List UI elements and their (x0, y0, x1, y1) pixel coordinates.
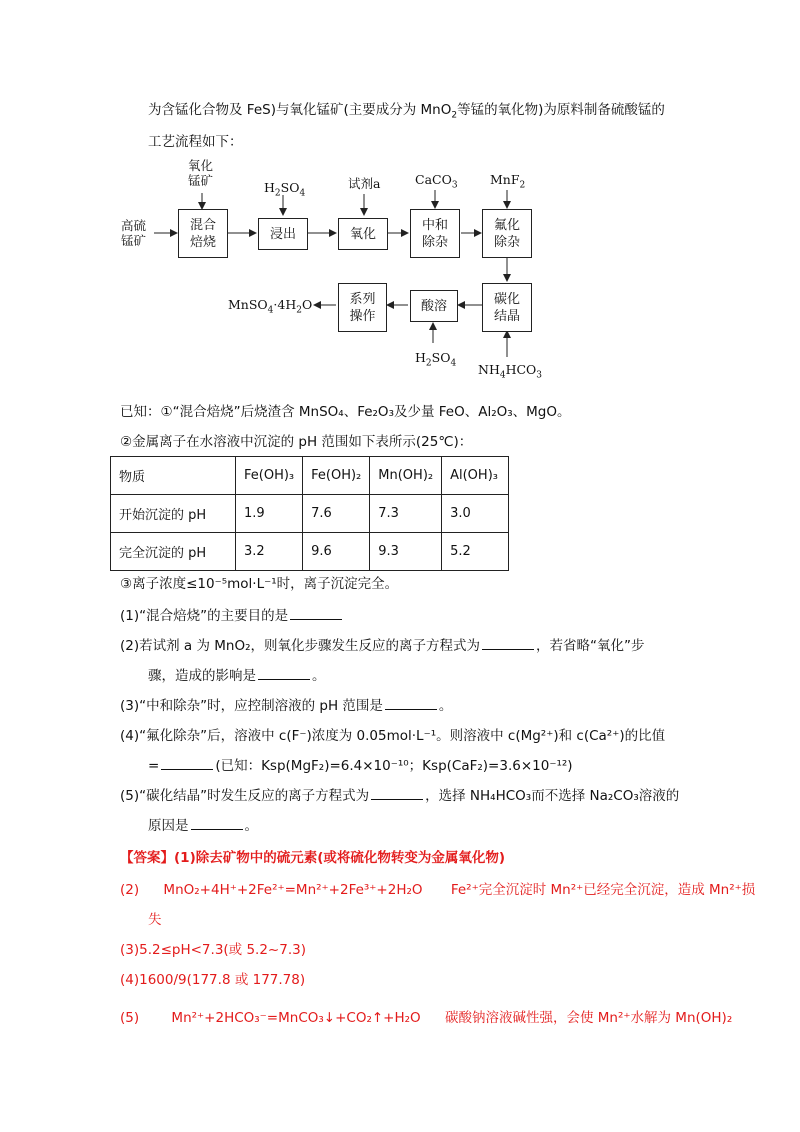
question-5 (120, 784, 679, 804)
box-acid-dissolve: 酸溶 (410, 290, 458, 322)
reagent-caco3: CaCO$_3$ (415, 172, 458, 191)
table-cell: 7.3 (370, 495, 442, 533)
box-oxidize: 氧化 (338, 218, 388, 250)
reagent-nh4hco3: $NH_4HCO_3$ (478, 362, 543, 381)
answer-3: (3)5.2≤pH<7.3(或 5.2~7.3) (120, 942, 306, 958)
answer-2 (120, 878, 755, 898)
question-2-text-d: 。 (312, 668, 326, 684)
table-header-cell: 物质 (111, 457, 236, 495)
answer-blank (161, 757, 213, 770)
answer-blank (191, 817, 243, 830)
question-3-text-a: (3)“中和除杂”时，应控制溶液的 pH 范围是 (120, 698, 383, 714)
box-mix-roast: 混合 焙烧 (178, 209, 228, 258)
question-5-text-c: 原因是 (148, 818, 189, 834)
question-3 (120, 694, 452, 714)
known-condition-2: ②金属离子在水溶液中沉淀的 pH 范围如下表所示(25℃)： (120, 434, 473, 450)
answer-5-equation: Mn²⁺+2HCO₃⁻=MnCO₃↓+CO₂↑+H₂O (171, 1010, 421, 1026)
table-cell: 1.9 (236, 495, 303, 533)
feed-manganese-oxide-ore: 氧化 锰矿 (188, 158, 214, 188)
reagent-h2so4-bottom: $H_2SO_4$ (415, 350, 457, 369)
answer-2-text: Fe²⁺完全沉淀时 Mn²⁺已经完全沉淀，造成 Mn²⁺损 (450, 882, 756, 898)
table-cell: 7.6 (303, 495, 370, 533)
reagent-mnf2: MnF$_2$ (490, 172, 526, 191)
answer-2-cont: 失 (148, 912, 162, 928)
answer-blank (371, 787, 423, 800)
answer-2-num: (2) (120, 882, 140, 898)
table-header-cell: Al(OH)₃ (442, 457, 509, 495)
answer-5-num: (5) (120, 1010, 140, 1026)
box-series-operations: 系列 操作 (338, 283, 387, 332)
answer-blank (290, 607, 342, 620)
question-5-text-b: ，选择 NH₄HCO₃而不选择 Na₂CO₃溶液的 (425, 788, 680, 804)
answer-blank (258, 667, 310, 680)
table-cell: 9.6 (303, 533, 370, 571)
flow-arrows (0, 0, 800, 400)
intro-line-1: 为含锰化合物及 FeS)与氧化锰矿(主要成分为 MnO$_2$等锰的氧化物)为原料制备硫酸锰的 (148, 102, 665, 121)
question-4-cont (148, 754, 573, 774)
answer-5-text: 碳酸钠溶液碱性强，会使 Mn²⁺水解为 Mn(OH)₂ (444, 1010, 733, 1026)
question-2-text-b: ，若省略“氧化”步 (536, 638, 645, 654)
answer-tag: 【答案】 (120, 850, 174, 866)
table-header-cell: Fe(OH)₂ (303, 457, 370, 495)
intro-text-b: 等锰的氧化物)为原料制备硫酸锰的 (457, 102, 665, 118)
answer-1 (120, 846, 505, 866)
question-1-text: (1)“混合焙烧”的主要目的是 (120, 608, 289, 624)
question-4-text-b: = (148, 758, 160, 774)
reagent-h2so4-top: $H_2SO_4$ (264, 180, 306, 199)
question-1 (120, 604, 344, 624)
table-row (111, 533, 509, 571)
table-header-cell: Fe(OH)₃ (236, 457, 303, 495)
box-carbonate-crystallize: 碳化 结晶 (482, 283, 532, 332)
table-row (111, 495, 509, 533)
question-5-cont (148, 814, 258, 834)
table-cell: 完全沉淀的 pH (111, 533, 236, 571)
box-neutralize-purify: 中和 除杂 (410, 209, 460, 258)
table-cell: 3.0 (442, 495, 509, 533)
answer-blank (385, 697, 437, 710)
question-4-text-c: (已知：Ksp(MgF₂)=6.4×10⁻¹⁰；Ksp(CaF₂)=3.6×10⁻¹²) (215, 758, 573, 774)
answer-5 (120, 1006, 732, 1026)
question-3-text-b: 。 (438, 698, 453, 714)
table-cell: 3.2 (236, 533, 303, 571)
table-header-cell: Mn(OH)₂ (370, 457, 442, 495)
known-condition-1: 已知：①“混合焙烧”后烧渣含 MnSO₄、Fe₂O₃及少量 FeO、Al₂O₃、MgO。 (120, 404, 571, 420)
precipitation-ph-table (110, 456, 509, 571)
reagent-agent-a: 试剂a (348, 176, 381, 191)
feed-high-sulfur-ore: 高硫 锰矿 (121, 218, 147, 248)
question-2-text-c: 骤，造成的影响是 (148, 668, 256, 684)
question-2 (120, 634, 645, 654)
question-2-cont (148, 664, 326, 684)
intro-text-a: 为含锰化合物及 FeS)与氧化锰矿(主要成分为 MnO (148, 102, 452, 118)
box-leach: 浸出 (258, 218, 308, 250)
question-4: (4)“氟化除杂”后，溶液中 c(F⁻)浓度为 0.05mol·L⁻¹。则溶液中 c(Mg²⁺)和 c(Ca²⁺)的比值 (120, 728, 666, 744)
question-2-text-a: (2)若试剂 a 为 MnO₂，则氧化步骤发生反应的离子方程式为 (120, 638, 481, 654)
table-header-row (111, 457, 509, 495)
product-mnso4: $MnSO_4\cdot 4H_2O$ (228, 297, 313, 316)
box-fluoride-purify: 氟化 除杂 (482, 209, 532, 258)
table-cell: 开始沉淀的 pH (111, 495, 236, 533)
question-5-text-d: 。 (244, 818, 258, 834)
question-5-text-a: (5)“碳化结晶”时发生反应的离子方程式为 (120, 788, 370, 804)
table-cell: 5.2 (442, 533, 509, 571)
table-cell: 9.3 (370, 533, 442, 571)
answer-1-text: (1)除去矿物中的硫元素(或将硫化物转变为金属氧化物) (174, 850, 506, 866)
answer-4: (4)1600/9(177.8 或 177.78) (120, 972, 306, 988)
answer-2-equation: MnO₂+4H⁺+2Fe²⁺=Mn²⁺+2Fe³⁺+2H₂O (163, 882, 423, 898)
intro-line-2: 工艺流程如下： (148, 134, 243, 150)
known-condition-3: ③离子浓度≤10⁻⁵mol·L⁻¹时，离子沉淀完全。 (120, 576, 399, 592)
answer-blank (482, 637, 534, 650)
